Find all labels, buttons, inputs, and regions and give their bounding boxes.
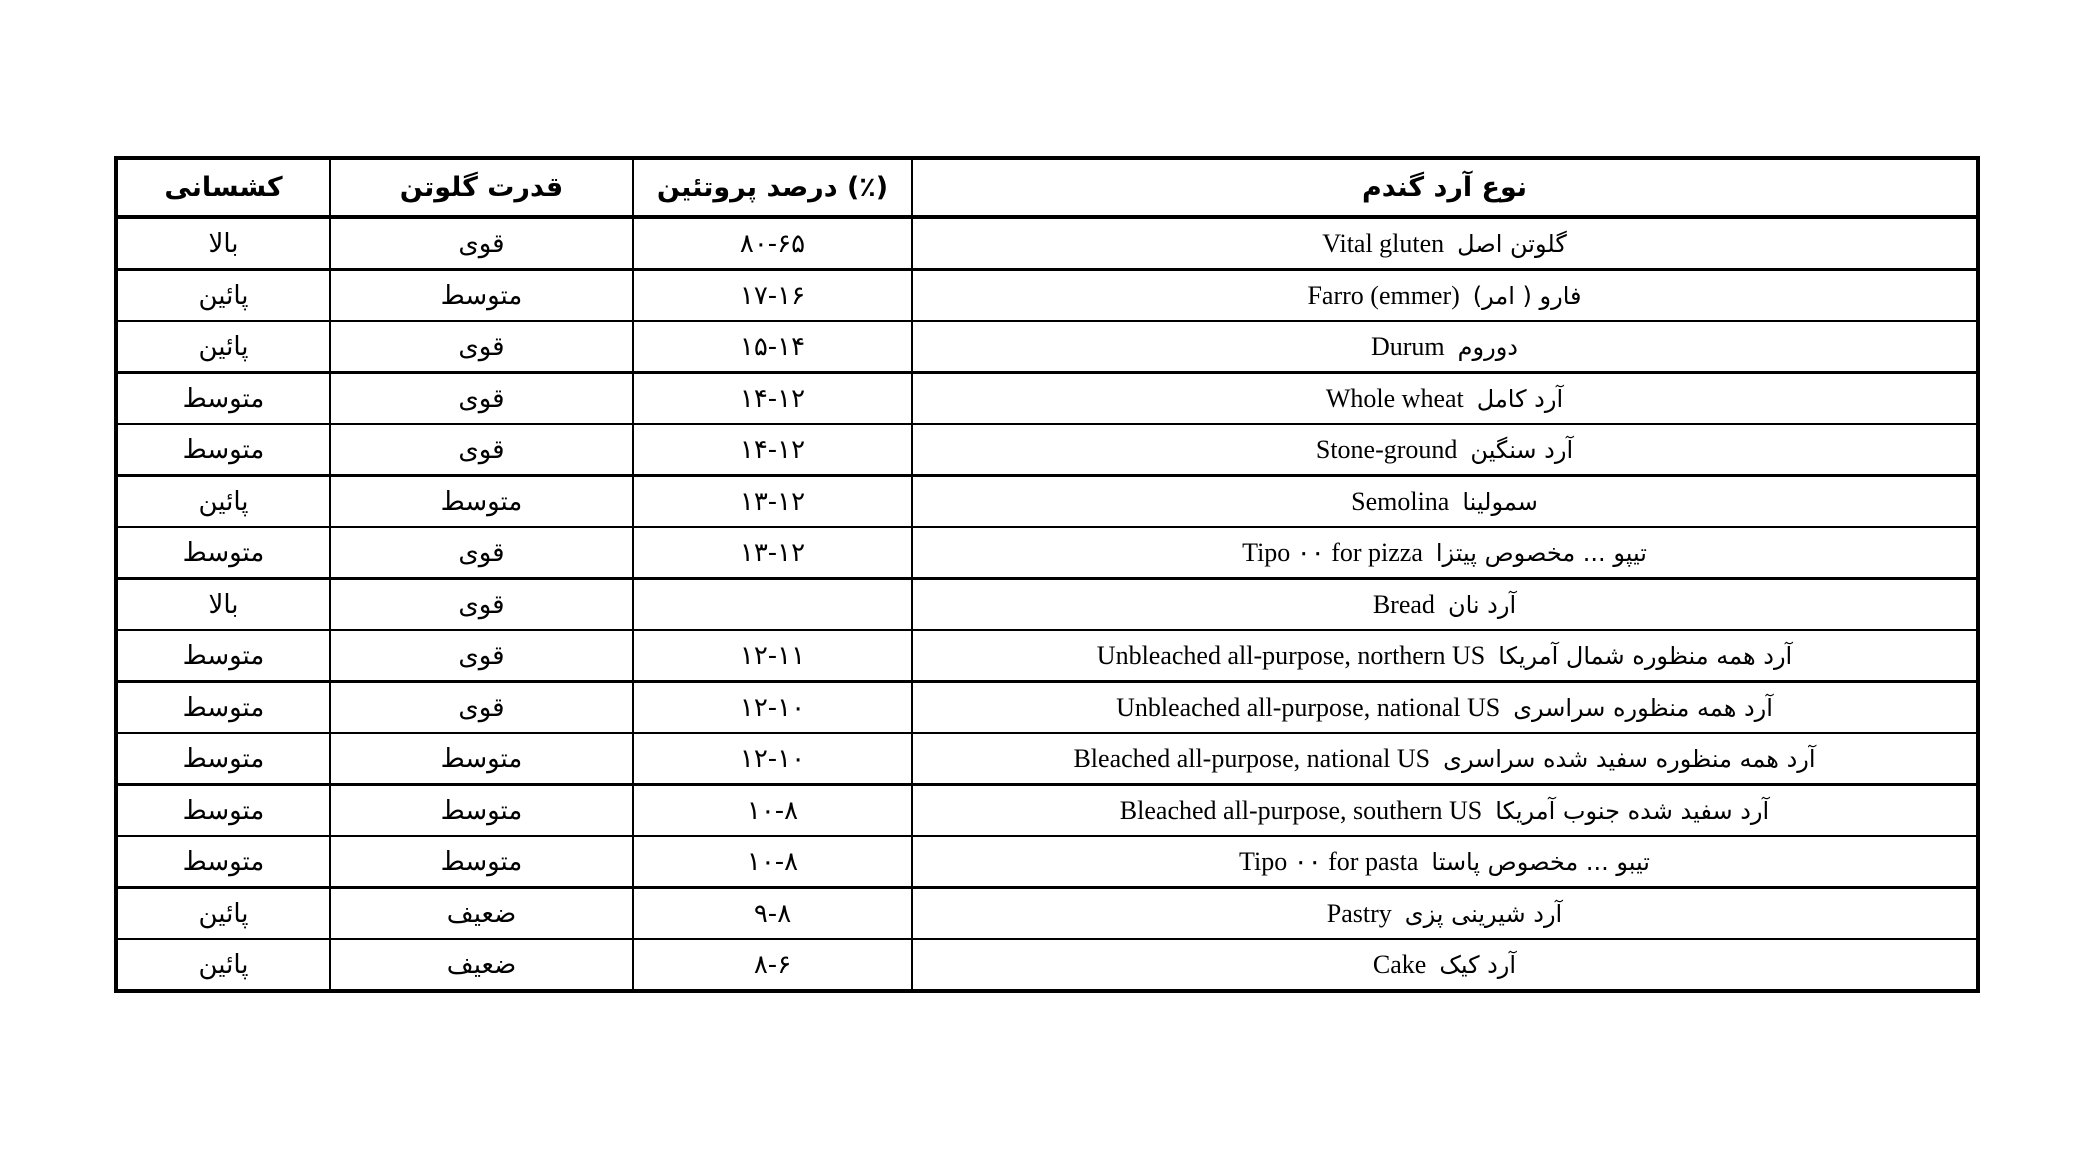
- gluten-strength-cell: قوی: [330, 682, 633, 734]
- table-body: [116, 217, 1978, 991]
- flour-type-english: Semolina: [1351, 486, 1450, 516]
- flour-type-cell: [912, 217, 1978, 270]
- flour-type-persian: آرد همه منظوره سفید شده سراسری: [1443, 744, 1816, 773]
- table-row: [116, 579, 1978, 631]
- flour-type-english: Bleached all-purpose, national US: [1073, 743, 1431, 773]
- protein-percent-cell: ۱۵-۱۴: [633, 321, 912, 373]
- elasticity-cell: پائین: [116, 270, 330, 322]
- protein-percent-cell: ۸-۶: [633, 939, 912, 991]
- protein-percent-cell: ۱۳-۱۲: [633, 527, 912, 579]
- flour-type-english: Bread: [1372, 589, 1435, 619]
- elasticity-cell: متوسط: [116, 682, 330, 734]
- table-row: [116, 785, 1978, 837]
- protein-percent-cell: ۹-۸: [633, 888, 912, 940]
- flour-type-cell: [912, 888, 1978, 940]
- flour-type-persian: تیبو ... مخصوص پاستا: [1431, 847, 1650, 876]
- gluten-strength-cell: ضعیف: [330, 939, 633, 991]
- elasticity-cell: متوسط: [116, 527, 330, 579]
- flour-type-english: Cake: [1372, 949, 1427, 979]
- protein-percent-cell: ۸۰-۶۵: [633, 217, 912, 270]
- table-row: [116, 836, 1978, 888]
- flour-type-english: Bleached all-purpose, southern US: [1119, 795, 1483, 825]
- flour-type-cell: [912, 836, 1978, 888]
- gluten-strength-cell: قوی: [330, 527, 633, 579]
- flour-type-persian: آرد شیرینی پزی: [1404, 899, 1563, 928]
- flour-type-english: Pastry: [1326, 898, 1392, 928]
- table-row: [116, 888, 1978, 940]
- flour-type-persian: دوروم: [1457, 332, 1518, 361]
- flour-type-english: Stone-ground: [1315, 434, 1458, 464]
- elasticity-cell: بالا: [116, 217, 330, 270]
- flour-type-english: Unbleached all-purpose, northern US: [1096, 640, 1486, 670]
- gluten-strength-cell: قوی: [330, 321, 633, 373]
- flour-type-cell: [912, 373, 1978, 425]
- flour-type-cell: [912, 733, 1978, 785]
- gluten-strength-cell: متوسط: [330, 270, 633, 322]
- flour-type-english: Unbleached all-purpose, national US: [1116, 692, 1501, 722]
- flour-type-persian: آرد کامل: [1476, 384, 1564, 413]
- flour-type-persian: تیپو ... مخصوص پیتزا: [1435, 538, 1647, 567]
- flour-type-cell: [912, 682, 1978, 734]
- gluten-strength-cell: قوی: [330, 217, 633, 270]
- elasticity-cell: بالا: [116, 579, 330, 631]
- protein-percent-cell: ۱۲-۱۱: [633, 630, 912, 682]
- table-row: [116, 217, 1978, 270]
- header-gluten-strength: قدرت گلوتن: [330, 158, 633, 217]
- gluten-strength-cell: قوی: [330, 373, 633, 425]
- elasticity-cell: متوسط: [116, 836, 330, 888]
- flour-type-persian: آرد کیک: [1439, 950, 1517, 979]
- flour-type-persian: آرد نان: [1447, 590, 1517, 619]
- elasticity-cell: متوسط: [116, 785, 330, 837]
- flour-type-cell: [912, 630, 1978, 682]
- flour-type-cell: [912, 579, 1978, 631]
- flour-type-persian: گلوتن اصل: [1457, 229, 1567, 258]
- protein-percent-cell: ۱۴-۱۲: [633, 373, 912, 425]
- flour-type-english: Whole wheat: [1325, 383, 1464, 413]
- flour-type-persian: آرد همه منظوره شمال آمریکا: [1498, 641, 1793, 670]
- table-row: [116, 527, 1978, 579]
- flour-type-cell: [912, 321, 1978, 373]
- header-flour-type: نوع آرد گندم: [912, 158, 1978, 217]
- header-protein-percent: (٪) درصد پروتئین: [633, 158, 912, 217]
- elasticity-cell: متوسط: [116, 424, 330, 476]
- protein-percent-cell: ۱۳-۱۲: [633, 476, 912, 528]
- flour-type-cell: [912, 424, 1978, 476]
- protein-percent-cell: ۱۲-۱۰: [633, 682, 912, 734]
- elasticity-cell: متوسط: [116, 733, 330, 785]
- flour-type-english: Farro (emmer): [1307, 280, 1460, 310]
- gluten-strength-cell: قوی: [330, 630, 633, 682]
- flour-type-persian: آرد سنگین: [1470, 435, 1574, 464]
- flour-type-english: Tipo ۰۰ for pasta: [1239, 846, 1419, 876]
- header-elasticity: کشسانی: [116, 158, 330, 217]
- protein-percent-cell: ۱۰-۸: [633, 785, 912, 837]
- flour-type-english: Vital gluten: [1322, 228, 1445, 258]
- flour-type-persian: فارو ( امر): [1472, 281, 1582, 310]
- table-row: [116, 476, 1978, 528]
- elasticity-cell: متوسط: [116, 630, 330, 682]
- table-row: [116, 682, 1978, 734]
- flour-type-cell: [912, 939, 1978, 991]
- table-row: [116, 321, 1978, 373]
- flour-type-cell: [912, 527, 1978, 579]
- gluten-strength-cell: متوسط: [330, 836, 633, 888]
- flour-type-persian: آرد همه منظوره سراسری: [1513, 693, 1773, 722]
- gluten-strength-cell: قوی: [330, 579, 633, 631]
- flour-type-cell: [912, 270, 1978, 322]
- protein-percent-cell: ۱۲-۱۰: [633, 733, 912, 785]
- elasticity-cell: پائین: [116, 888, 330, 940]
- flour-type-english: Tipo ۰۰ for pizza: [1242, 537, 1423, 567]
- gluten-strength-cell: ضعیف: [330, 888, 633, 940]
- flour-type-cell: [912, 785, 1978, 837]
- header-row: [116, 158, 1978, 217]
- flour-type-persian: آرد سفید شده جنوب آمریکا: [1495, 796, 1770, 825]
- protein-percent-cell: ۱۰-۸: [633, 836, 912, 888]
- flour-type-persian: سمولینا: [1462, 487, 1538, 516]
- flour-protein-table: [114, 156, 1980, 993]
- protein-percent-cell: ۱۴-۱۲: [633, 424, 912, 476]
- table-row: [116, 424, 1978, 476]
- table-row: [116, 733, 1978, 785]
- gluten-strength-cell: متوسط: [330, 733, 633, 785]
- elasticity-cell: پائین: [116, 476, 330, 528]
- table-row: [116, 630, 1978, 682]
- protein-percent-cell: [633, 579, 912, 631]
- flour-type-cell: [912, 476, 1978, 528]
- gluten-strength-cell: متوسط: [330, 785, 633, 837]
- table-row: [116, 373, 1978, 425]
- protein-percent-cell: ۱۷-۱۶: [633, 270, 912, 322]
- table-row: [116, 270, 1978, 322]
- elasticity-cell: پائین: [116, 939, 330, 991]
- gluten-strength-cell: متوسط: [330, 476, 633, 528]
- gluten-strength-cell: قوی: [330, 424, 633, 476]
- flour-type-english: Durum: [1371, 331, 1445, 361]
- elasticity-cell: متوسط: [116, 373, 330, 425]
- table-row: [116, 939, 1978, 991]
- elasticity-cell: پائین: [116, 321, 330, 373]
